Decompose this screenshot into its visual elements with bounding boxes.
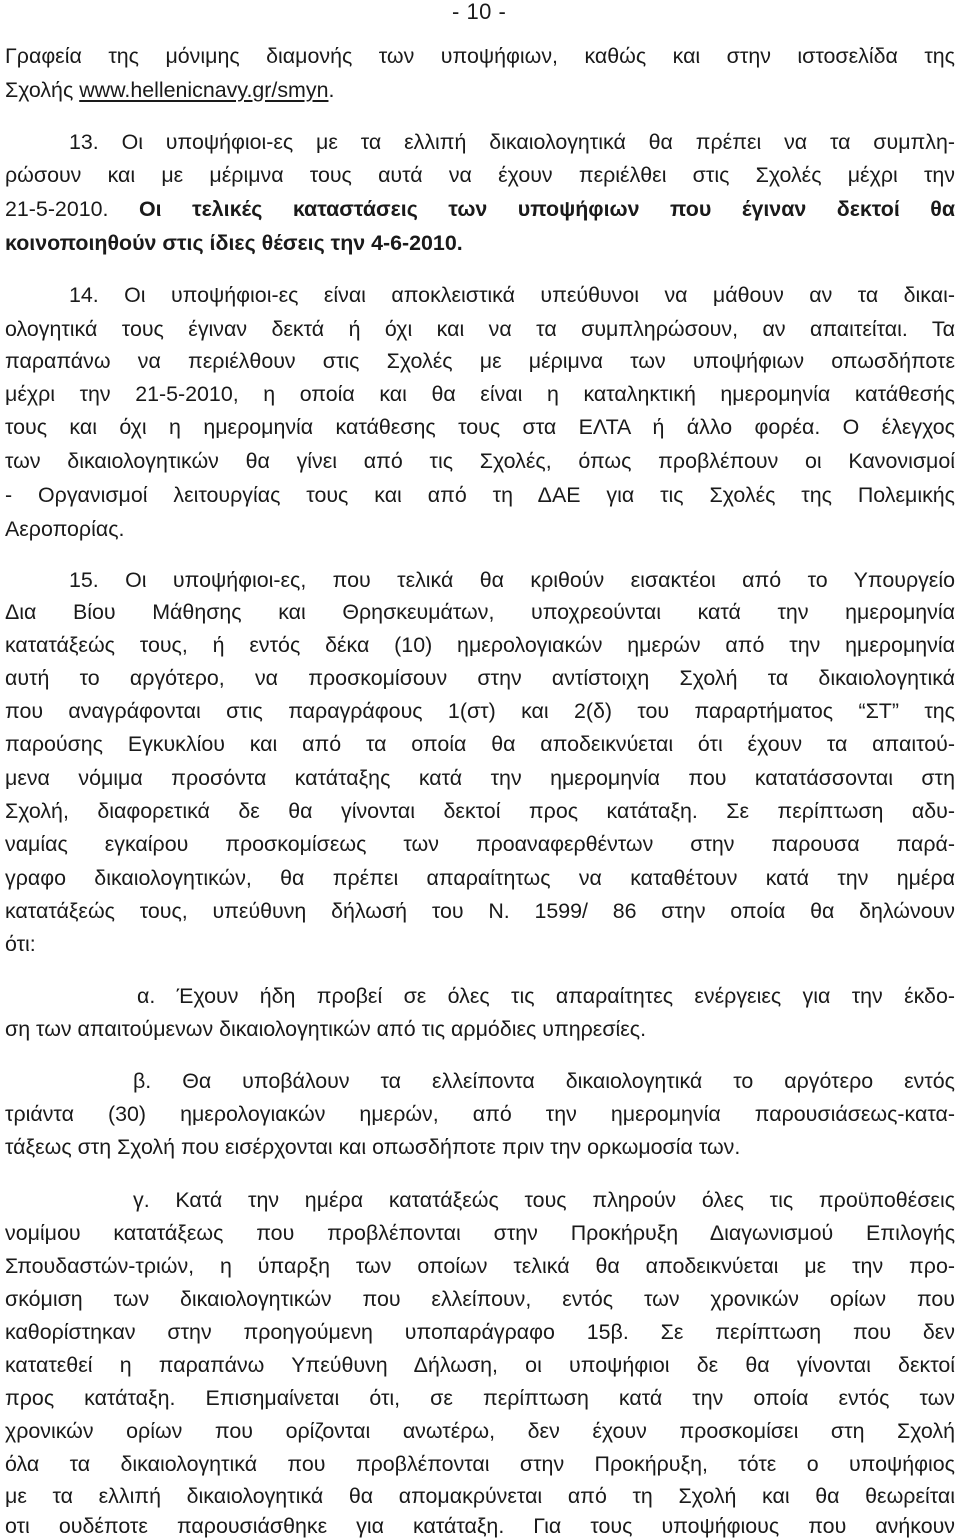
paragraph-13-line: 13. Οι υποψήφιοι-ες με τα ελλιπή δικαιολογητικά θα πρέπει να τα συμπλη- — [69, 130, 955, 154]
paragraph-14-line: 14. Οι υποψήφιοι-ες είναι αποκλειστικά υπεύθυνοι να μάθουν αν τα δικαι- — [69, 283, 955, 307]
intro-line — [5, 42, 955, 70]
paragraph-15-line: 15. Οι υποψήφιοι-ες, που τελικά θα κριθούν εισακτέοι από το Υπουργείο — [69, 568, 955, 592]
item-c-line: κατατεθεί η παραπάνω Υπεύθυνη Δήλωση, οι υποψήφιοι δε θα γίνονται δεκτοί — [5, 1353, 955, 1377]
paragraph-15-line: μενα νόμιμα προσόντα κατάταξης κατά την ημερομηνία που κατατάσσονται στη — [5, 766, 955, 790]
item-c-line: γ. Κατά την ημέρα κατατάξεώς τους πληρούν όλες τις προϋποθέσεις — [133, 1188, 955, 1212]
item-c-line: με τα ελλιπή δικαιολογητικά θα απομακρύνεται από τη Σχολή και θα θεωρείται — [5, 1484, 955, 1508]
paragraph-14-line: τους και όχι η ημερομηνία κατάθεσης τους στα ΕΛΤΑ ή άλλο φορέα. Ο έλεγχος — [5, 415, 955, 439]
paragraph-13-text: 21-5-2010. — [5, 197, 139, 221]
paragraph-14-line: - Οργανισμοί λειτουργίας τους και από τη ΔΑΕ για τις Σχολές της Πολεμικής — [5, 483, 955, 507]
item-c-line: νομίμου κατατάξεως που προβλέπονται στην Προκήρυξη Διαγωνισμού Επιλογής — [5, 1221, 955, 1245]
paragraph-14-line: των δικαιολογητικών θα γίνει από τις Σχολές, όπως προβλέπουν οι Κανονισμοί — [5, 449, 955, 473]
item-b-line: τάξεως στη Σχολή που εισέρχονται και οπωσδήποτε πριν την ορκωμοσία των. — [5, 1135, 741, 1159]
item-c-line: όλα τα δικαιολογητικά που προβλέπονται στην Προκήρυξη, τότε ο υποψήφιος — [5, 1452, 955, 1476]
paragraph-13-line: κοινοποιηθούν στις ίδιες θέσεις την 4-6-2010. — [5, 231, 463, 255]
intro-text: Γραφεία της μόνιμης διαμονής των υποψήφιων, καθώς και στην ιστοσελίδα της — [5, 44, 955, 68]
paragraph-14-line: Αεροπορίας. — [5, 517, 125, 541]
item-a-line: α. Έχουν ήδη προβεί σε όλες τις απαραίτητες ενέργειες για την έκδο- — [137, 984, 955, 1008]
paragraph-14-line: ολογητικά τους έγιναν δεκτά ή όχι και να τα συμπληρώσουν, αν απαιτείται. Τα — [5, 317, 955, 341]
paragraph-15-line: αυτή το αργότερο, να προσκομίσουν στην αντίστοιχη Σχολή τα δικαιολογητικά — [5, 666, 955, 690]
paragraph-15-line: που αναγράφονται στις παραγράφους 1(στ) και 2(δ) του παραρτήματος “ΣΤ” της — [5, 699, 955, 723]
item-b-line: β. Θα υποβάλουν τα ελλείποντα δικαιολογητικά το αργότερο εντός — [133, 1069, 955, 1093]
item-c-line: οτι ουδέποτε παρουσιάσθηκε για κατάταξη. Για τους υποψήφιους που ανήκουν — [5, 1514, 955, 1538]
page-number: - 10 - — [452, 0, 507, 24]
item-b-line: τριάντα (30) ημερολογιακών ημερών, από την ημερομηνία παρουσιάσεως-κατα- — [5, 1102, 955, 1126]
paragraph-14-line: παραπάνω να περιέλθουν στις Σχολές με μέριμνα των υποψήφιων οπωσδήποτε — [5, 349, 955, 373]
intro-text: . — [328, 78, 335, 102]
intro-line — [5, 76, 955, 104]
item-c-line: καθορίστηκαν στην προηγούμενη υποπαράγραφο 15β. Σε περίπτωση που δεν — [5, 1320, 955, 1344]
paragraph-13-line — [5, 195, 955, 223]
paragraph-15-line: γραφο δικαιολογητικών, θα πρέπει απαραίτητως να καταθέτουν κατά την ημέρα — [5, 866, 955, 890]
paragraph-15-line: ναμίας εγκαίρου προσκομίσεως των προαναφερθέντων στην παρουσα παρά- — [5, 832, 955, 856]
intro-text: Σχολής — [5, 78, 80, 102]
paragraph-13-line: ρώσουν και με μέριμνα τους αυτά να έχουν περιέλθει στις Σχολές μέχρι την — [5, 163, 955, 187]
item-c-line: Σπουδαστών-τριών, η ύπαρξη των οποίων τελικά θα αποδεικνύεται με την προ- — [5, 1254, 955, 1278]
paragraph-15-line: ότι: — [5, 932, 36, 956]
school-website-link[interactable]: www.hellenicnavy.gr/smyn — [79, 78, 329, 102]
paragraph-14-line: μέχρι την 21-5-2010, η οποία και θα είναι η καταληκτική ημερομηνία κατάθεσής — [5, 382, 955, 406]
item-c-line: σκόμιση των δικαιολογητικών που ελλείπουν, εντός των χρονικών ορίων που — [5, 1287, 955, 1311]
item-a-line: ση των απαιτούμενων δικαιολογητικών από τις αρμόδιες υπηρεσίες. — [5, 1017, 647, 1041]
paragraph-15-line: κατατάξεώς τους, υπεύθυνη δήλωσή του Ν. 1599/ 86 στην οποία θα δηλώνουν — [5, 899, 955, 923]
item-c-line: χρονικών ορίων που ορίζονται ανωτέρω, δεν έχουν προσκομίσει στη Σχολή — [5, 1419, 955, 1443]
paragraph-15-line: κατατάξεώς τους, ή εντός δέκα (10) ημερολογιακών ημερών από την ημερομηνία — [5, 633, 955, 657]
paragraph-13-bold-text: Οι τελικές καταστάσεις των υποψήφιων που έγιναν δεκτοί θα — [138, 197, 955, 221]
paragraph-15-line: Σχολή, διαφορετικά δε θα γίνονται δεκτοί προς κατάταξη. Σε περίπτωση αδυ- — [5, 799, 955, 823]
paragraph-15-line: παρούσης Εγκυκλίου και από τα οποία θα αποδεικνύεται ότι έχουν τα απαιτού- — [5, 732, 955, 756]
item-c-line: προς κατάταξη. Επισημαίνεται ότι, σε περίπτωση κατά την οποία εντός των — [5, 1386, 955, 1410]
paragraph-15-line: Δια Βίου Μάθησης και Θρησκευμάτων, υποχρεούνται κατά την ημερομηνία — [5, 600, 955, 624]
